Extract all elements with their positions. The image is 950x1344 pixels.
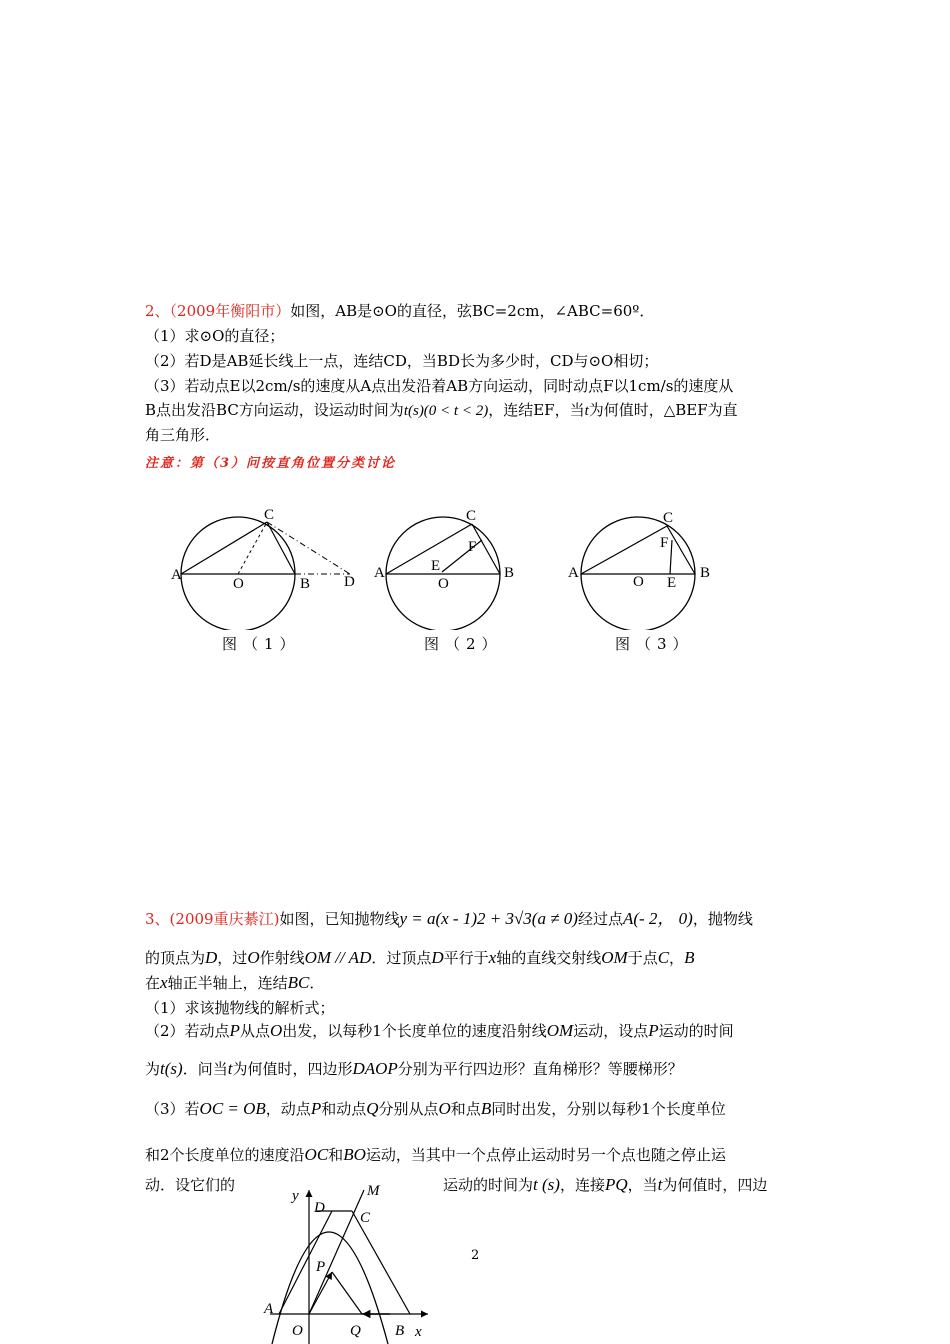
- time-range-formula: t(s)(0 < t < 2): [403, 403, 489, 419]
- label-y: y: [292, 1188, 299, 1204]
- point-a: A(- 2， 0): [622, 909, 693, 928]
- problem3-part3-line3a: 动．设它们的: [145, 1176, 236, 1194]
- label-m: M: [367, 1183, 380, 1199]
- label-c: C: [264, 507, 275, 523]
- label-a: A: [374, 565, 385, 581]
- label-a: A: [171, 567, 182, 583]
- figure-2-circle-ef: [370, 500, 530, 630]
- label-o: O: [233, 576, 244, 592]
- label-c: C: [360, 1210, 371, 1226]
- label-q: Q: [350, 1323, 361, 1339]
- figure-2-caption: 图（2）: [424, 635, 503, 653]
- label-d: D: [314, 1200, 325, 1216]
- parabola-curve: [272, 1232, 388, 1344]
- problem2-part2: （2）若D是AB延长线上一点，连结CD，当BD长为多少时，CD与⊙O相切；: [145, 352, 659, 370]
- label-p: P: [316, 1259, 326, 1275]
- parabola-formula: y = a(x - 1)2 + 3√3(a ≠ 0): [399, 909, 578, 928]
- problem3-part3-line3b: 运动的时间为t (s)，连接PQ，当t为何值时，四边: [443, 1175, 768, 1194]
- label-b: B: [700, 565, 711, 581]
- problem3-part3-line1: （3）若OC = OB，动点P和动点Q分别从点O和点B同时出发，分别以每秒1个长度单位: [145, 1099, 726, 1118]
- label-d: D: [344, 574, 355, 590]
- label-b: B: [395, 1323, 405, 1339]
- chord-ac: [581, 526, 667, 574]
- radius-oc: [238, 522, 267, 574]
- problem2-number: 2、: [145, 302, 170, 320]
- problem2-part3-line3: 角三角形．: [145, 426, 221, 444]
- problem3-line3: 在x轴正半轴上，连结BC．: [145, 973, 325, 992]
- segment-cb: [352, 1211, 410, 1314]
- problem3-part3-line2: 和2个长度单位的速度沿OC和BO运动，当其中一个点停止运动时另一个点也随之停止运: [145, 1145, 726, 1164]
- figure-parabola: [250, 1180, 450, 1344]
- problem2-statement: 如图，AB是⊙O的直径，弦BC=2cm，∠ABC=60º．: [290, 302, 655, 320]
- label-o: O: [292, 1323, 303, 1339]
- segment-pq: [332, 1272, 362, 1314]
- label-a: A: [568, 565, 579, 581]
- label-c: C: [663, 510, 674, 526]
- problem2-part1: （1）求⊙O的直径；: [145, 327, 285, 345]
- label-b: B: [300, 576, 311, 592]
- label-a: A: [264, 1301, 274, 1317]
- chord-ac: [181, 522, 267, 574]
- problem3-number: 3、: [145, 910, 170, 928]
- problem2-part3-line1: （3）若动点E以2cm/s的速度从A点出发沿着AB方向运动，同时动点F以1cm/s的速度从: [145, 377, 734, 395]
- chord-ac: [386, 524, 472, 574]
- chord-bc: [267, 522, 295, 574]
- label-c: C: [466, 508, 477, 524]
- problem2-source: （2009年衡阳市）: [169, 302, 291, 320]
- problem3-line1: 3、(2009重庆綦江)如图，已知抛物线y = a(x - 1)2 + 3√3(a ≠ 0)经过点A(- 2， 0)，抛物线: [145, 909, 753, 928]
- problem3-line2: 的顶点为D，过O作射线OM // AD．过顶点D平行于x轴的直线交射线OM于点C，B: [145, 948, 695, 967]
- problem2-heading: [145, 301, 815, 321]
- figure-1-circle-tangent: [160, 500, 370, 630]
- problem3-part2-line1: （2）若动点P从点O出发，以每秒1个长度单位的速度沿射线OM运动，设点P运动的时间: [145, 1021, 734, 1040]
- label-o: O: [633, 574, 644, 590]
- label-e: E: [431, 558, 441, 574]
- problem2-note: 注意：第（3）问按直角位置分类讨论: [145, 456, 397, 471]
- figure-3-caption: 图（3）: [615, 635, 694, 653]
- label-b: B: [504, 565, 515, 581]
- arrow-p: [309, 1272, 332, 1314]
- label-f: F: [468, 539, 477, 555]
- problem3-source: (2009重庆綦江): [169, 910, 280, 928]
- figure-3-circle-ef: [565, 500, 725, 630]
- problem3-part1: （1）求该抛物线的解析式；: [145, 999, 335, 1017]
- page-number: 2: [471, 1248, 480, 1263]
- label-f: F: [660, 535, 669, 551]
- problem2-part3-line2: B点出发沿BC方向运动，设运动时间为t(s)(0 < t < 2)，连结EF，当t为何值时，△BEF为直: [145, 401, 738, 419]
- label-o: O: [438, 576, 449, 592]
- label-e: E: [667, 575, 677, 591]
- segment-ef: [670, 540, 672, 574]
- label-x: x: [415, 1324, 422, 1340]
- figure-1-caption: 图（1）: [222, 635, 301, 653]
- problem3-part2-line2: 为t(s)．问当t为何值时，四边形DAOP分别为平行四边形？直角梯形？等腰梯形？: [145, 1059, 683, 1078]
- tangent-cd: [267, 522, 350, 574]
